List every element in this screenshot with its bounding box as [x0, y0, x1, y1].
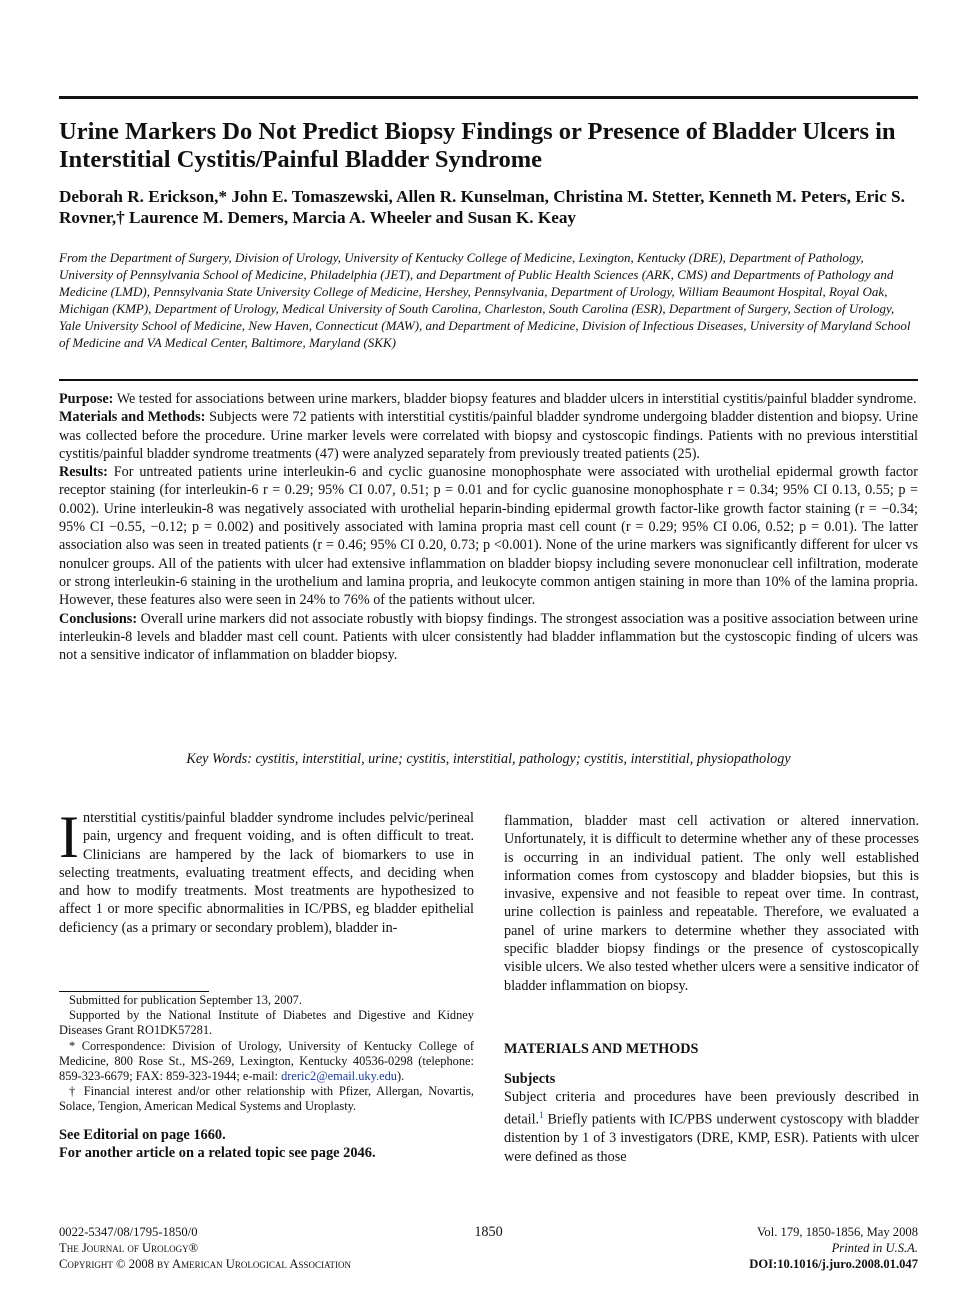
editorial-link[interactable]: See Editorial on page 1660. [59, 1127, 226, 1143]
results-label: Results: [59, 464, 108, 481]
footer-right [749, 1224, 918, 1272]
subjects-text-a: Subject criteria and procedures have been previously described in detail. [504, 1089, 919, 1129]
correspondence-text: * Correspondence: Division of Urology, University of Kentucky College of Medicine, 800 Rose St., MS-269, Lexington, Kentucky 40536-0298 (telephone: 859-323-6679; FAX: 859-323-1944; e-mail: [59, 1038, 474, 1084]
email-link[interactable]: dreric2@email.uky.edu [281, 1069, 397, 1084]
copyright-text: Copyright © 2008 by American Urological Association [59, 1257, 351, 1271]
intro-paragraph [59, 804, 474, 937]
intro-text: nterstitial cystitis/painful bladder syndrome includes pelvic/perineal pain, urgency and frequent voiding, and is often difficult to treat. Clinicians are hampered by the lack of biomarkers to use in selecting treatments, evaluating treatment effects, and deciding when and how to modify treatments. Most treatments are hypothesized to affect 1 or more specific abnormalities in IC/PBS, eg bladder epithelial deficiency (as a primary or secondary problem), bladder in- [59, 810, 474, 936]
methods-label: Materials and Methods: [59, 409, 206, 426]
abstract-purpose [59, 390, 918, 408]
body-column-right [504, 812, 919, 995]
abstract-conclusions [59, 610, 918, 665]
section-heading: MATERIALS AND METHODS [504, 1041, 699, 1057]
subjects-text-b: Briefly patients with IC/PBS underwent cystoscopy with bladder distention by 1 of 3 investigators (DRE, KMP, ESR). Patients with ulcer were defined as those [504, 1112, 919, 1165]
intro-continued: flammation, bladder mast cell activation or altered innervation. Unfortunately, it is difficult to determine whether any of these processes is occurring in an individual patient. The only well established information comes from cystoscopy and bladder biopsies, but this is invasive, expensive and not feasible to repeat over time. In contrast, urine collection is painless and repeatable. Therefore, we evaluated a panel of urine markers to determine whether they associated with specific bladder biopsy findings or the presence of cystoscopically visible ulcers. We also tested whether ulcers were a sensitive indicator of bladder inflammation on biopsy. [504, 813, 919, 994]
keywords: Key Words: cystitis, interstitial, urine; cystitis, interstitial, pathology; cystitis, interstitial, physiopathology [186, 751, 791, 767]
footnote-financial: † Financial interest and/or other relationship with Pfizer, Allergan, Novartis, Solace, Tengion, American Medical Systems and Uroplasty. [59, 1084, 474, 1114]
correspondence-end: ). [397, 1069, 405, 1084]
abstract-methods [59, 408, 918, 463]
abstract-rule [59, 379, 918, 381]
article-page [59, 0, 918, 1305]
journal-name: The Journal of Urology® [59, 1241, 199, 1255]
printed-in: Printed in U.S.A. [831, 1241, 918, 1255]
subjects-paragraph [504, 1088, 919, 1166]
author-list: Deborah R. Erickson,* John E. Tomaszewski, Allen R. Kunselman, Christina M. Stetter, Kenneth M. Peters, Eric S. Rovner,† Laurence M. Demers, Marcia A. Wheeler and Susan K. Keay [59, 187, 905, 227]
footnote-submitted: Submitted for publication September 13, 2007. [69, 993, 302, 1007]
doi[interactable]: DOI:10.1016/j.juro.2008.01.047 [749, 1257, 918, 1271]
related-article-link[interactable]: For another article on a related topic see page 2046. [59, 1145, 376, 1161]
conclusions-text: Overall urine markers did not associate robustly with biopsy findings. The strongest association was a positive association between urine interleukin-8 levels and bladder mast cell count. Patients with ulcer consistently had bladder inflammation but the cystoscopic finding of ulcers was not a sensitive indicator of inflammation on bladder biopsy. [59, 610, 918, 664]
abstract-results [59, 463, 918, 609]
reference-link[interactable]: 1 [539, 1110, 544, 1121]
footnote-rule [59, 991, 209, 992]
editorial-notes [59, 1126, 474, 1162]
purpose-text: We tested for associations between urine markers, bladder biopsy features and bladder ulcers in interstitial cystitis/painful bladder syndrome. [116, 391, 917, 407]
issn: 0022-5347/08/1795-1850/0 [59, 1225, 198, 1239]
page-number: 1850 [474, 1224, 503, 1240]
drop-cap: I [59, 804, 79, 870]
footnote-correspondence [59, 1039, 474, 1085]
volume-info: Vol. 179, 1850-1856, May 2008 [756, 1225, 918, 1239]
purpose-label: Purpose: [59, 391, 114, 407]
subsection-heading: Subjects [504, 1071, 556, 1087]
footnote-supported: Supported by the National Institute of Diabetes and Digestive and Kidney Diseases Grant RO1DK57281. [59, 1008, 474, 1038]
abstract [59, 390, 918, 664]
methods-text: Subjects were 72 patients with interstitial cystitis/painful bladder syndrome undergoing bladder distention and biopsy. Urine was collected before the procedure. Urine marker levels were correlated with biopsy and cystoscopic findings. Patients with no previous interstitial cystitis/painful bladder syndrome treatments (47) were analyzed separately from previously treated patients (25). [59, 409, 918, 462]
copyright [59, 1256, 351, 1272]
article-title: Urine Markers Do Not Predict Biopsy Findings or Presence of Bladder Ulcers in Interstitial Cystitis/Painful Bladder Syndrome [59, 118, 896, 173]
top-rule [59, 96, 918, 99]
conclusions-label: Conclusions: [59, 610, 138, 627]
affiliations: From the Department of Surgery, Division of Urology, University of Kentucky College of Medicine, Lexington, Kentucky (DRE), Department of Pathology, University of Pennsylvania School of Medicine, Philadelphia (JET), and Department of Public Health Sciences (ARK, CMS) and Departments of Pathology and Medicine (LMD), Pennsylvania State University College of Medicine, Hershey, Pennsylvania, Department of Urology, William Beaumont Hospital, Royal Oak, Michigan (KMP), Department of Urology, Medical University of South Carolina, Charleston, South Carolina (ESR), Department of Surgery, Section of Urology, Yale University School of Medicine, New Haven, Connecticut (MAW), and Department of Medicine, Division of Infectious Diseases, University of Maryland School of Medicine and VA Medical Center, Baltimore, Maryland (SKK) [59, 250, 911, 350]
results-text: For untreated patients urine interleukin-6 and cyclic guanosine monophosphate were associated with urothelial epidermal growth factor receptor staining (for interleukin-6 r = 0.29; 95% CI 0.07, 0.51; p = 0.01 and for cyclic guanosine monophosphate r = 0.34; 95% CI 0.13, 0.55; p = 0.002). Urine interleukin-8 was negatively associated with urothelial heparin-binding epidermal growth factor-like growth factor staining (r = −0.34; 95% CI −0.55, −0.12; p = 0.002) and positively associated with lamina propria mast cell count (r = 0.29; 95% CI 0.06, 0.52; p = 0.01). The latter association also was seen in treated patients (r = 0.46; 95% CI 0.20, 0.73; p <0.001). None of the urine markers was significantly different for ulcer vs nonulcer groups. All of the patients with ulcer had extensive inflammation on bladder biopsy including severe mononuclear cell infiltration, moderate or strong interleukin-6 staining in the urothelium and lamina propria, and leukocyte common antigen staining in more than 10% of the lamina propria. However, these features also were seen in 24% to 76% of the patients without ulcer. [59, 464, 918, 609]
footnotes [59, 993, 474, 1115]
body-column-left [59, 804, 474, 937]
